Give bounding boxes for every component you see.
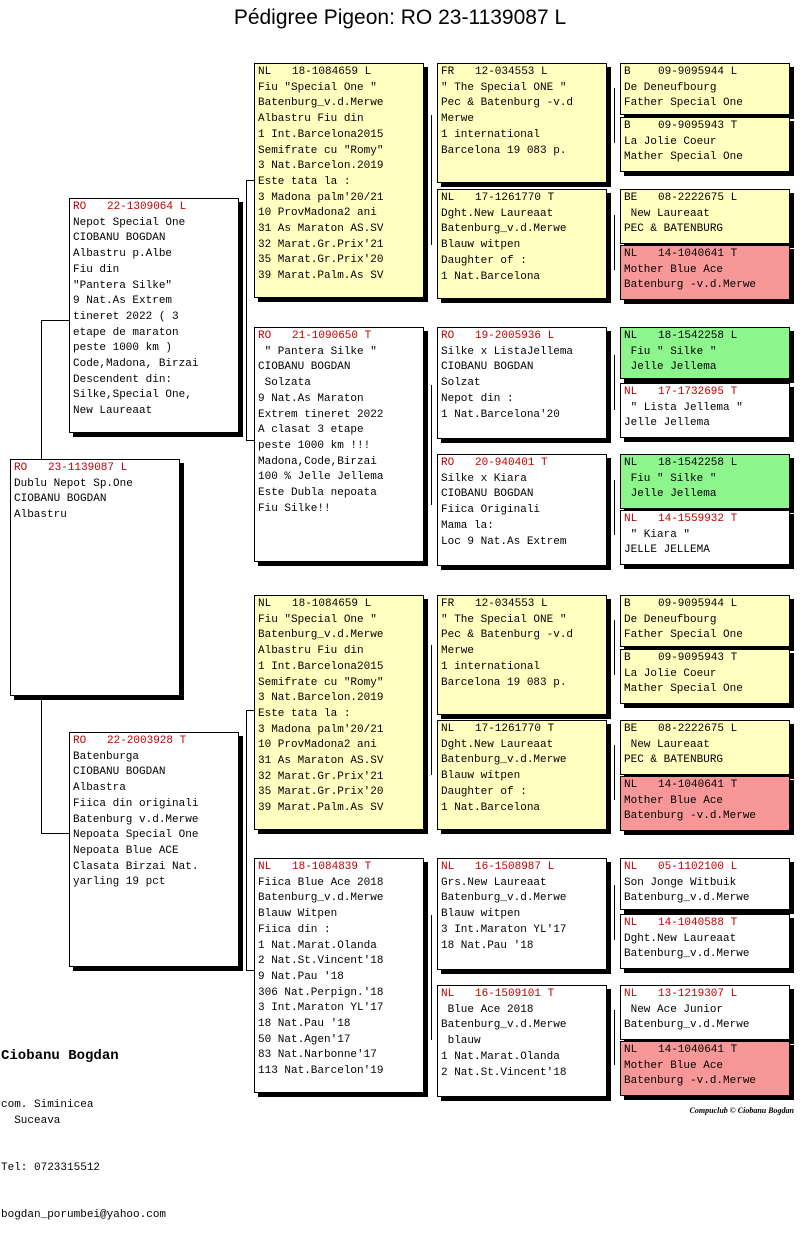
ring-number: 18-1542258 L <box>658 330 738 342</box>
pigeon-details: Silke x Kiara CIOBANU BOGDAN Fiica Originali Mama la: Loc 9 Nat.As Extrem <box>441 472 567 548</box>
pedigree-box-g3 <box>620 189 790 244</box>
pedigree-box-ddd <box>437 985 607 1097</box>
pigeon-details: New Laureaat PEC & BATENBURG <box>624 738 724 767</box>
ring-number: 08-2222675 L <box>658 723 738 735</box>
ring-header <box>441 191 603 207</box>
connector-line <box>246 710 254 711</box>
pigeon-details: Dght.New Laureaat Batenburg_v.d.Merwe Blauw witpen Daughter of : 1 Nat.Barcelona <box>441 207 567 283</box>
ring-header <box>258 329 420 345</box>
ring-number: 16-1508987 L <box>475 861 555 873</box>
ring-number: 18-1084659 L <box>292 66 372 78</box>
country-code: B <box>624 120 631 132</box>
pigeon-details: Dght.New Laureaat Batenburg_v.d.Merwe Blauw witpen Daughter of : 1 Nat.Barcelona <box>441 738 567 814</box>
pigeon-details: Dublu Nepot Sp.One CIOBANU BOGDAN Albastru <box>14 477 133 522</box>
country-code: NL <box>624 513 638 525</box>
pedigree-box-g6 <box>620 383 790 438</box>
connector-line <box>246 180 247 320</box>
pigeon-details: Mother Blue Ace Batenburg -v.d.Merwe <box>624 1059 757 1088</box>
pedigree-box-subject <box>10 459 180 696</box>
country-code: B <box>624 66 631 78</box>
country-code: NL <box>624 917 638 929</box>
pigeon-details: " The Special ONE " Pec & Batenburg -v.d Merwe 1 international Barcelona 19 083 p. <box>441 81 574 157</box>
country-code: RO <box>73 201 87 213</box>
country-code: B <box>624 598 631 610</box>
country-code: NL <box>624 1044 638 1056</box>
owner-phone: Tel: 0723315512 <box>1 1161 101 1174</box>
owner-name: Ciobanu Bogdan <box>1 1048 119 1065</box>
pedigree-box-g16 <box>620 1041 790 1096</box>
pedigree-box-g9 <box>620 595 790 647</box>
pigeon-details: " Lista Jellema " Jelle Jellema <box>624 401 743 430</box>
ring-header <box>624 329 786 345</box>
country-code: NL <box>624 457 638 469</box>
country-code: NL <box>441 988 455 1000</box>
pedigree-box-g4 <box>620 245 790 300</box>
pigeon-details: New Laureaat PEC & BATENBURG <box>624 207 724 236</box>
pigeon-details: Mother Blue Ace Batenburg -v.d.Merwe <box>624 263 757 292</box>
pedigree-box-g5 <box>620 327 790 379</box>
country-code: RO <box>73 735 87 747</box>
connector-line <box>246 970 254 971</box>
ring-header <box>258 860 420 876</box>
ring-header <box>624 247 786 263</box>
pigeon-details: Batenburga CIOBANU BOGDAN Albastra Fiica din originali Batenburg v.d.Merwe Nepoata Special One Nepoata Blue ACE Clasata Birzai Nat. yarling 19 pct <box>73 750 199 889</box>
owner-info <box>1 1015 166 1239</box>
pedigree-box-dds <box>437 858 607 970</box>
ring-number: 09-9095944 L <box>658 66 738 78</box>
country-code: NL <box>624 988 638 1000</box>
ring-number: 21-1090650 T <box>292 330 372 342</box>
ring-header <box>441 65 603 81</box>
country-code: NL <box>441 861 455 873</box>
pigeon-details: Grs.New Laureaat Batenburg_v.d.Merwe Blauw witpen 3 Int.Maraton YL'17 18 Nat.Pau '18 <box>441 876 567 952</box>
ring-header <box>624 722 786 738</box>
pigeon-details: De Deneufbourg Father Special One <box>624 81 743 110</box>
ring-number: 08-2222675 L <box>658 192 738 204</box>
ring-header <box>624 119 786 135</box>
connector-line <box>614 355 615 410</box>
connector-line <box>614 1010 615 1065</box>
ring-header <box>441 722 603 738</box>
pedigree-box-g7 <box>620 454 790 509</box>
pigeon-details: " Pantera Silke " CIOBANU BOGDAN Solzata 9 Nat.As Maraton Extrem tineret 2022 A clasat 3 etape peste 1000 km !!! Madona,Code,Birzai 100 % Jelle Jellema Este Dubla nepoata Fiu Silke!! <box>258 345 384 515</box>
ring-number: 05-1102100 L <box>658 861 738 873</box>
ring-header <box>624 1043 786 1059</box>
pedigree-box-sds <box>437 327 607 439</box>
pedigree-box-g13 <box>620 858 790 910</box>
pigeon-details: Son Jonge Witbuik Batenburg_v.d.Merwe <box>624 876 750 905</box>
country-code: BE <box>624 723 638 735</box>
pedigree-box-ds <box>254 595 424 830</box>
ring-number: 12-034553 L <box>475 598 548 610</box>
pigeon-details: Fiu "Special One " Batenburg_v.d.Merwe Albastru Fiu din 1 Int.Barcelona2015 Semifrate cu "Romy" 3 Nat.Barcelon.2019 Este tata la : 3 Madona palm'20/21 10 ProvMadona2 ani 31 As Maraton AS.SV 32 Marat.Gr.Prix'21 35 Marat.Gr.Prix'20 39 Marat.Palm.As SV <box>258 613 384 815</box>
connector-line <box>431 645 432 775</box>
ring-header <box>624 987 786 1003</box>
pedigree-box-g12 <box>620 776 790 831</box>
ring-number: 22-1309064 L <box>107 201 187 213</box>
connector-line <box>41 320 42 460</box>
owner-address: com. Siminicea Suceava <box>1 1098 94 1127</box>
country-code: NL <box>624 330 638 342</box>
ring-number: 17-1261770 T <box>475 723 555 735</box>
country-code: NL <box>441 723 455 735</box>
ring-number: 14-1040641 T <box>658 248 738 260</box>
pedigree-box-sss <box>437 63 607 183</box>
pedigree-box-sdd <box>437 454 607 566</box>
connector-line <box>614 480 615 535</box>
connector-line <box>41 833 69 834</box>
country-code: NL <box>258 598 272 610</box>
country-code: NL <box>258 66 272 78</box>
ring-header <box>441 456 603 472</box>
pedigree-box-dam <box>69 732 239 967</box>
connector-line <box>614 215 615 270</box>
country-code: RO <box>441 457 455 469</box>
ring-header <box>624 916 786 932</box>
software-credit: Compuclub © Ciobanu Bogdan <box>689 1106 794 1115</box>
country-code: NL <box>624 386 638 398</box>
ring-number: 18-1542258 L <box>658 457 738 469</box>
ring-number: 14-1559932 T <box>658 513 738 525</box>
pedigree-box-g1 <box>620 63 790 115</box>
pedigree-box-ssd <box>437 189 607 299</box>
ring-number: 22-2003928 T <box>107 735 187 747</box>
country-code: FR <box>441 598 455 610</box>
pedigree-box-g11 <box>620 720 790 775</box>
ring-header <box>258 65 420 81</box>
page-title: Pédigree Pigeon: RO 23-1139087 L <box>233 6 567 29</box>
pedigree-box-g15 <box>620 985 790 1040</box>
ring-header <box>624 597 786 613</box>
ring-header <box>624 651 786 667</box>
pigeon-details: Dght.New Laureaat Batenburg_v.d.Merwe <box>624 932 750 961</box>
ring-number: 16-1509101 T <box>475 988 555 1000</box>
pigeon-details: " The Special ONE " Pec & Batenburg -v.d Merwe 1 international Barcelona 19 083 p. <box>441 613 574 689</box>
ring-header <box>73 734 235 750</box>
pigeon-details: Fiu " Silke " Jelle Jellema <box>630 345 717 374</box>
country-code: RO <box>258 330 272 342</box>
pigeon-details: La Jolie Coeur Mather Special One <box>624 135 743 164</box>
ring-number: 09-9095943 T <box>658 120 738 132</box>
pigeon-details: Nepot Special One CIOBANU BOGDAN Albastru p.Albe Fiu din "Pantera Silke" 9 Nat.As Extrem tineret 2022 ( 3 etape de maraton peste 1000 km ) Code,Madona, Birzai Descendent din: Silke,Special One, New Laureaat <box>73 216 199 418</box>
ring-number: 14-1040588 T <box>658 917 738 929</box>
connector-line <box>614 885 615 940</box>
ring-number: 12-034553 L <box>475 66 548 78</box>
ring-number: 18-1084659 L <box>292 598 372 610</box>
connector-line <box>246 850 247 970</box>
ring-number: 09-9095943 T <box>658 652 738 664</box>
connector-line <box>431 915 432 1040</box>
connector-line <box>41 320 69 321</box>
pedigree-box-g14 <box>620 914 790 969</box>
ring-header <box>624 778 786 794</box>
pigeon-details: Mother Blue Ace Batenburg -v.d.Merwe <box>624 794 757 823</box>
pedigree-box-g2 <box>620 117 790 172</box>
pigeon-details: Fiu " Silke " Jelle Jellema <box>630 472 717 501</box>
connector-line <box>246 710 247 850</box>
ring-header <box>441 987 603 1003</box>
ring-header <box>441 597 603 613</box>
ring-header <box>624 191 786 207</box>
connector-line <box>41 697 42 833</box>
ring-header <box>14 461 176 477</box>
country-code: NL <box>624 248 638 260</box>
pigeon-details: " Kiara " JELLE JELLEMA <box>624 528 710 557</box>
ring-header <box>258 597 420 613</box>
connector-line <box>246 180 254 181</box>
pigeon-details: La Jolie Coeur Mather Special One <box>624 667 743 696</box>
country-code: RO <box>14 462 28 474</box>
pigeon-details: New Ace Junior Batenburg_v.d.Merwe <box>624 1003 750 1032</box>
country-code: BE <box>624 192 638 204</box>
ring-header <box>624 385 786 401</box>
country-code: FR <box>441 66 455 78</box>
ring-number: 14-1040641 T <box>658 1044 738 1056</box>
ring-header <box>441 860 603 876</box>
pedigree-box-dd <box>254 858 424 1093</box>
pedigree-box-dss <box>437 595 607 715</box>
pedigree-box-g10 <box>620 649 790 704</box>
connector-line <box>614 620 615 675</box>
country-code: NL <box>258 861 272 873</box>
country-code: NL <box>624 779 638 791</box>
pigeon-details: Fiica Blue Ace 2018 Batenburg_v.d.Merwe Blauw Witpen Fiica din : 1 Nat.Marat.Olanda 2 Nat.St.Vincent'18 9 Nat.Pau '18 306 Nat.Perpign.'18 3 Int.Maraton YL'17 18 Nat.Pau '18 50 Nat.Agen'17 83 Nat.Narbonne'17 113 Nat.Barcelon'19 <box>258 876 384 1078</box>
pigeon-details: Silke x ListaJellema CIOBANU BOGDAN Solzat Nepot din : 1 Nat.Barcelona'20 <box>441 345 574 421</box>
pedigree-box-ss <box>254 63 424 298</box>
ring-number: 14-1040641 T <box>658 779 738 791</box>
ring-header <box>624 456 786 472</box>
ring-number: 18-1084839 T <box>292 861 372 873</box>
ring-number: 17-1261770 T <box>475 192 555 204</box>
pedigree-box-sire <box>69 198 239 433</box>
owner-email: bogdan_porumbei@yahoo.com <box>1 1208 167 1221</box>
country-code: B <box>624 652 631 664</box>
country-code: NL <box>441 192 455 204</box>
ring-header <box>624 65 786 81</box>
ring-number: 17-1732695 T <box>658 386 738 398</box>
connector-line <box>614 88 615 143</box>
ring-header <box>624 512 786 528</box>
ring-number: 13-1219307 L <box>658 988 738 1000</box>
ring-number: 09-9095944 L <box>658 598 738 610</box>
connector-line <box>614 745 615 800</box>
pigeon-details: De Deneufbourg Father Special One <box>624 613 743 642</box>
pedigree-box-dsd <box>437 720 607 830</box>
pedigree-box-sd <box>254 327 424 562</box>
connector-line <box>431 385 432 505</box>
connector-line <box>246 440 254 441</box>
ring-header <box>441 329 603 345</box>
pigeon-details: Fiu "Special One " Batenburg_v.d.Merwe Albastru Fiu din 1 Int.Barcelona2015 Semifrate cu "Romy" 3 Nat.Barcelon.2019 Este tata la : 3 Madona palm'20/21 10 ProvMadona2 ani 31 As Maraton AS.SV 32 Marat.Gr.Prix'21 35 Marat.Gr.Prix'20 39 Marat.Palm.As SV <box>258 81 384 283</box>
ring-header <box>624 860 786 876</box>
ring-number: 20-940401 T <box>475 457 548 469</box>
connector-line <box>246 320 247 440</box>
pigeon-details: Blue Ace 2018 Batenburg_v.d.Merwe blauw 1 Nat.Marat.Olanda 2 Nat.St.Vincent'18 <box>441 1003 567 1079</box>
pedigree-box-g8 <box>620 510 790 565</box>
country-code: NL <box>624 861 638 873</box>
country-code: RO <box>441 330 455 342</box>
ring-header <box>73 200 235 216</box>
ring-number: 23-1139087 L <box>48 462 128 474</box>
connector-line <box>431 115 432 245</box>
ring-number: 19-2005936 L <box>475 330 555 342</box>
